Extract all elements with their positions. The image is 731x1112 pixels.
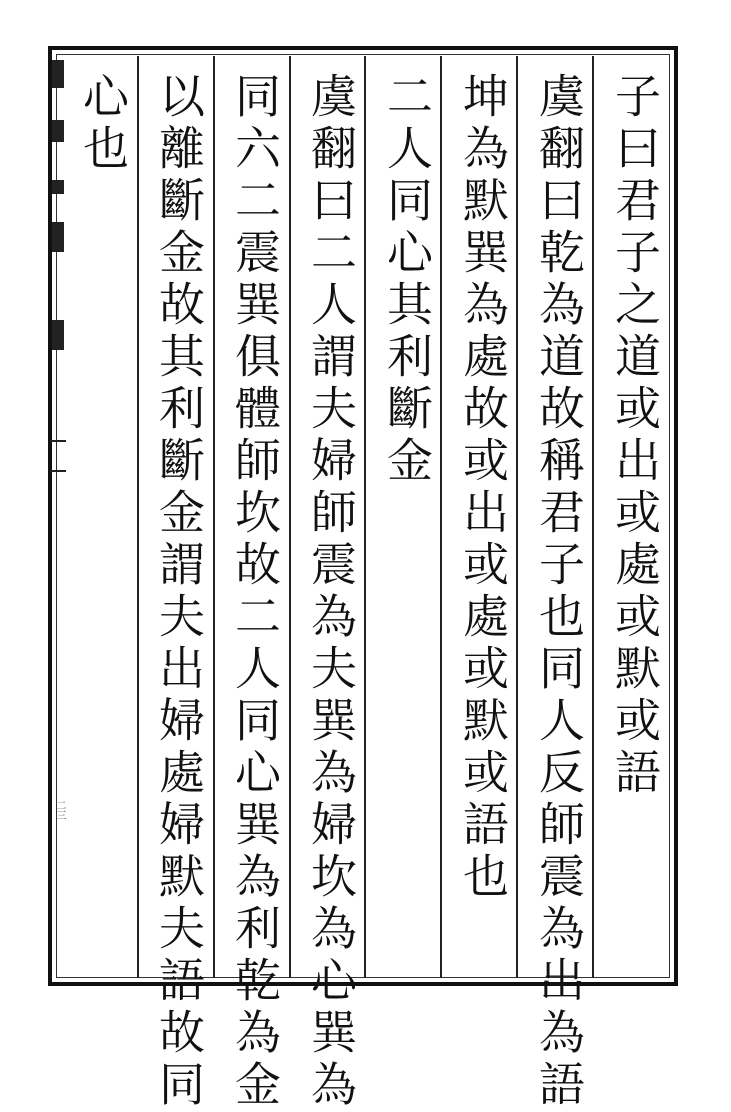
- column-rule-3: [289, 56, 291, 978]
- margin-block-2: [52, 180, 64, 194]
- column-rule-5: [440, 56, 442, 978]
- margin-fishtail-top: [52, 60, 64, 88]
- margin-block-3: [52, 222, 64, 252]
- text-column-1: 子曰君子之道或出或處或默或語: [608, 72, 662, 800]
- text-column-5: 虞翻曰二人謂夫婦師震為夫巽為婦坎為心巽為: [304, 72, 358, 1112]
- page-number: 二三: [54, 800, 65, 820]
- text-column-4: 二人同心其利斷金: [380, 72, 434, 488]
- column-rule-1: [137, 56, 139, 978]
- text-column-3: 坤為默巽為處故或出或處或默或語也: [456, 72, 510, 904]
- text-column-6: 同六二震巽俱體師坎故二人同心巽為利乾為金: [228, 72, 282, 1112]
- column-rule-6: [516, 56, 518, 978]
- text-column-7: 以離斷金故其利斷金謂夫出婦處婦默夫語故同: [152, 72, 206, 1112]
- text-column-8: 心也: [76, 72, 130, 176]
- margin-fishtail-mid: [52, 320, 64, 350]
- column-rule-2: [213, 56, 215, 978]
- text-column-2: 虞翻曰乾為道故稱君子也同人反師震為出為語: [532, 72, 586, 1112]
- margin-mark-2: [50, 470, 66, 472]
- column-rule-7: [592, 56, 594, 978]
- margin-mark-1: [50, 440, 66, 442]
- column-rule-4: [364, 56, 366, 978]
- margin-block-1: [52, 120, 64, 142]
